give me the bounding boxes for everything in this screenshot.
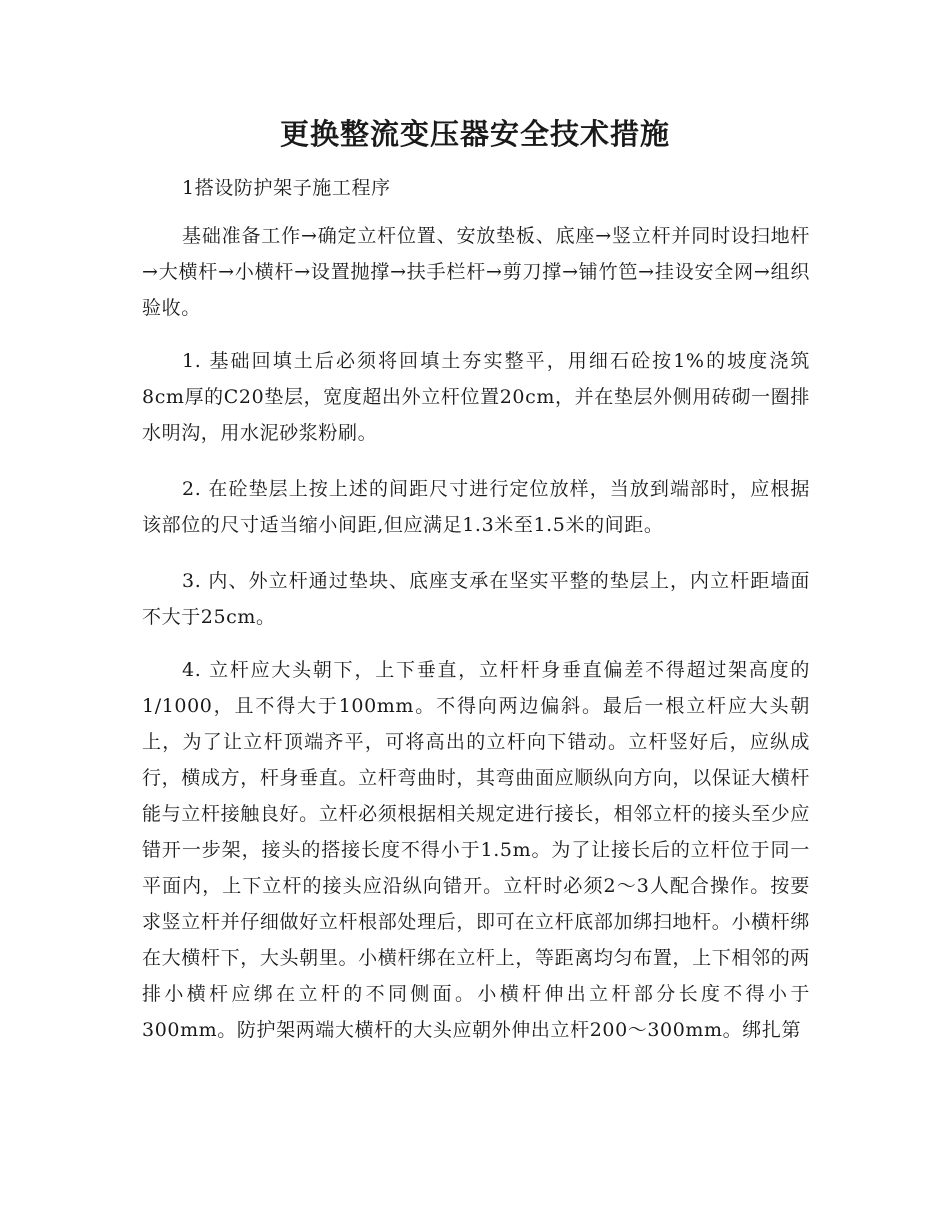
paragraph-procedure: 基础准备工作→确定立杆位置、安放垫板、底座→竖立杆并同时设扫地杆→大横杆→小横杆→设置抛撑→扶手栏杆→剪刀撑→铺竹笆→挂设安全网→组织验收。 <box>142 225 810 319</box>
section-heading: 1搭设防护架子施工程序 <box>182 177 391 199</box>
paragraph-item-1: 1. 基础回填土后必须将回填土夯实整平，用细石砼按1%的坡度浇筑8cm厚的C20垫层，宽度超出外立杆位置20cm，并在垫层外侧用砖砌一圈排水明沟，用水泥砂浆粉刷。 <box>142 350 810 444</box>
paragraph-item-3: 3. 内、外立杆通过垫块、底座支承在坚实平整的垫层上，内立杆距墙面不大于25cm。 <box>142 570 810 628</box>
document-title: 更换整流变压器安全技术措施 <box>279 117 670 151</box>
paragraph-item-4: 4. 立杆应大头朝下，上下垂直，立杆杆身垂直偏差不得超过架高度的1/1000，且不得大于100mm。不得向两边偏斜。最后一根立杆应大头朝上，为了让立杆顶端齐平，可将高出的立杆向下错动。立杆竖好后，应纵成行，横成方，杆身垂直。立杆弯曲时，其弯曲面应顺纵向方向，以保证大横杆能与立杆接触良好。立杆必须根据相关规定进行接长，相邻立杆的接头至少应错开一步架，接头的搭接长度不得小于1.5m。为了让接长后的立杆位于同一平面内，上下立杆的接头应沿纵向错开。立杆时必须2～3人配合操作。按要求竖立杆并仔细做好立杆根部处理后，即可在立杆底部加绑扫地杆。小横杆绑在大横杆下，大头朝里。小横杆绑在立杆上，等距离均匀布置，上下相邻的两排小横杆应绑在立杆的不同侧面。小横杆伸出立杆部分长度不得小于300mm。防护架两端大横杆的大头应朝外伸出立杆200～300mm。绑扎第 <box>142 659 810 1041</box>
paragraph-item-2: 2. 在砼垫层上按上述的间距尺寸进行定位放样，当放到端部时，应根据该部位的尺寸适当缩小间距,但应满足1.3米至1.5米的间距。 <box>142 478 810 536</box>
